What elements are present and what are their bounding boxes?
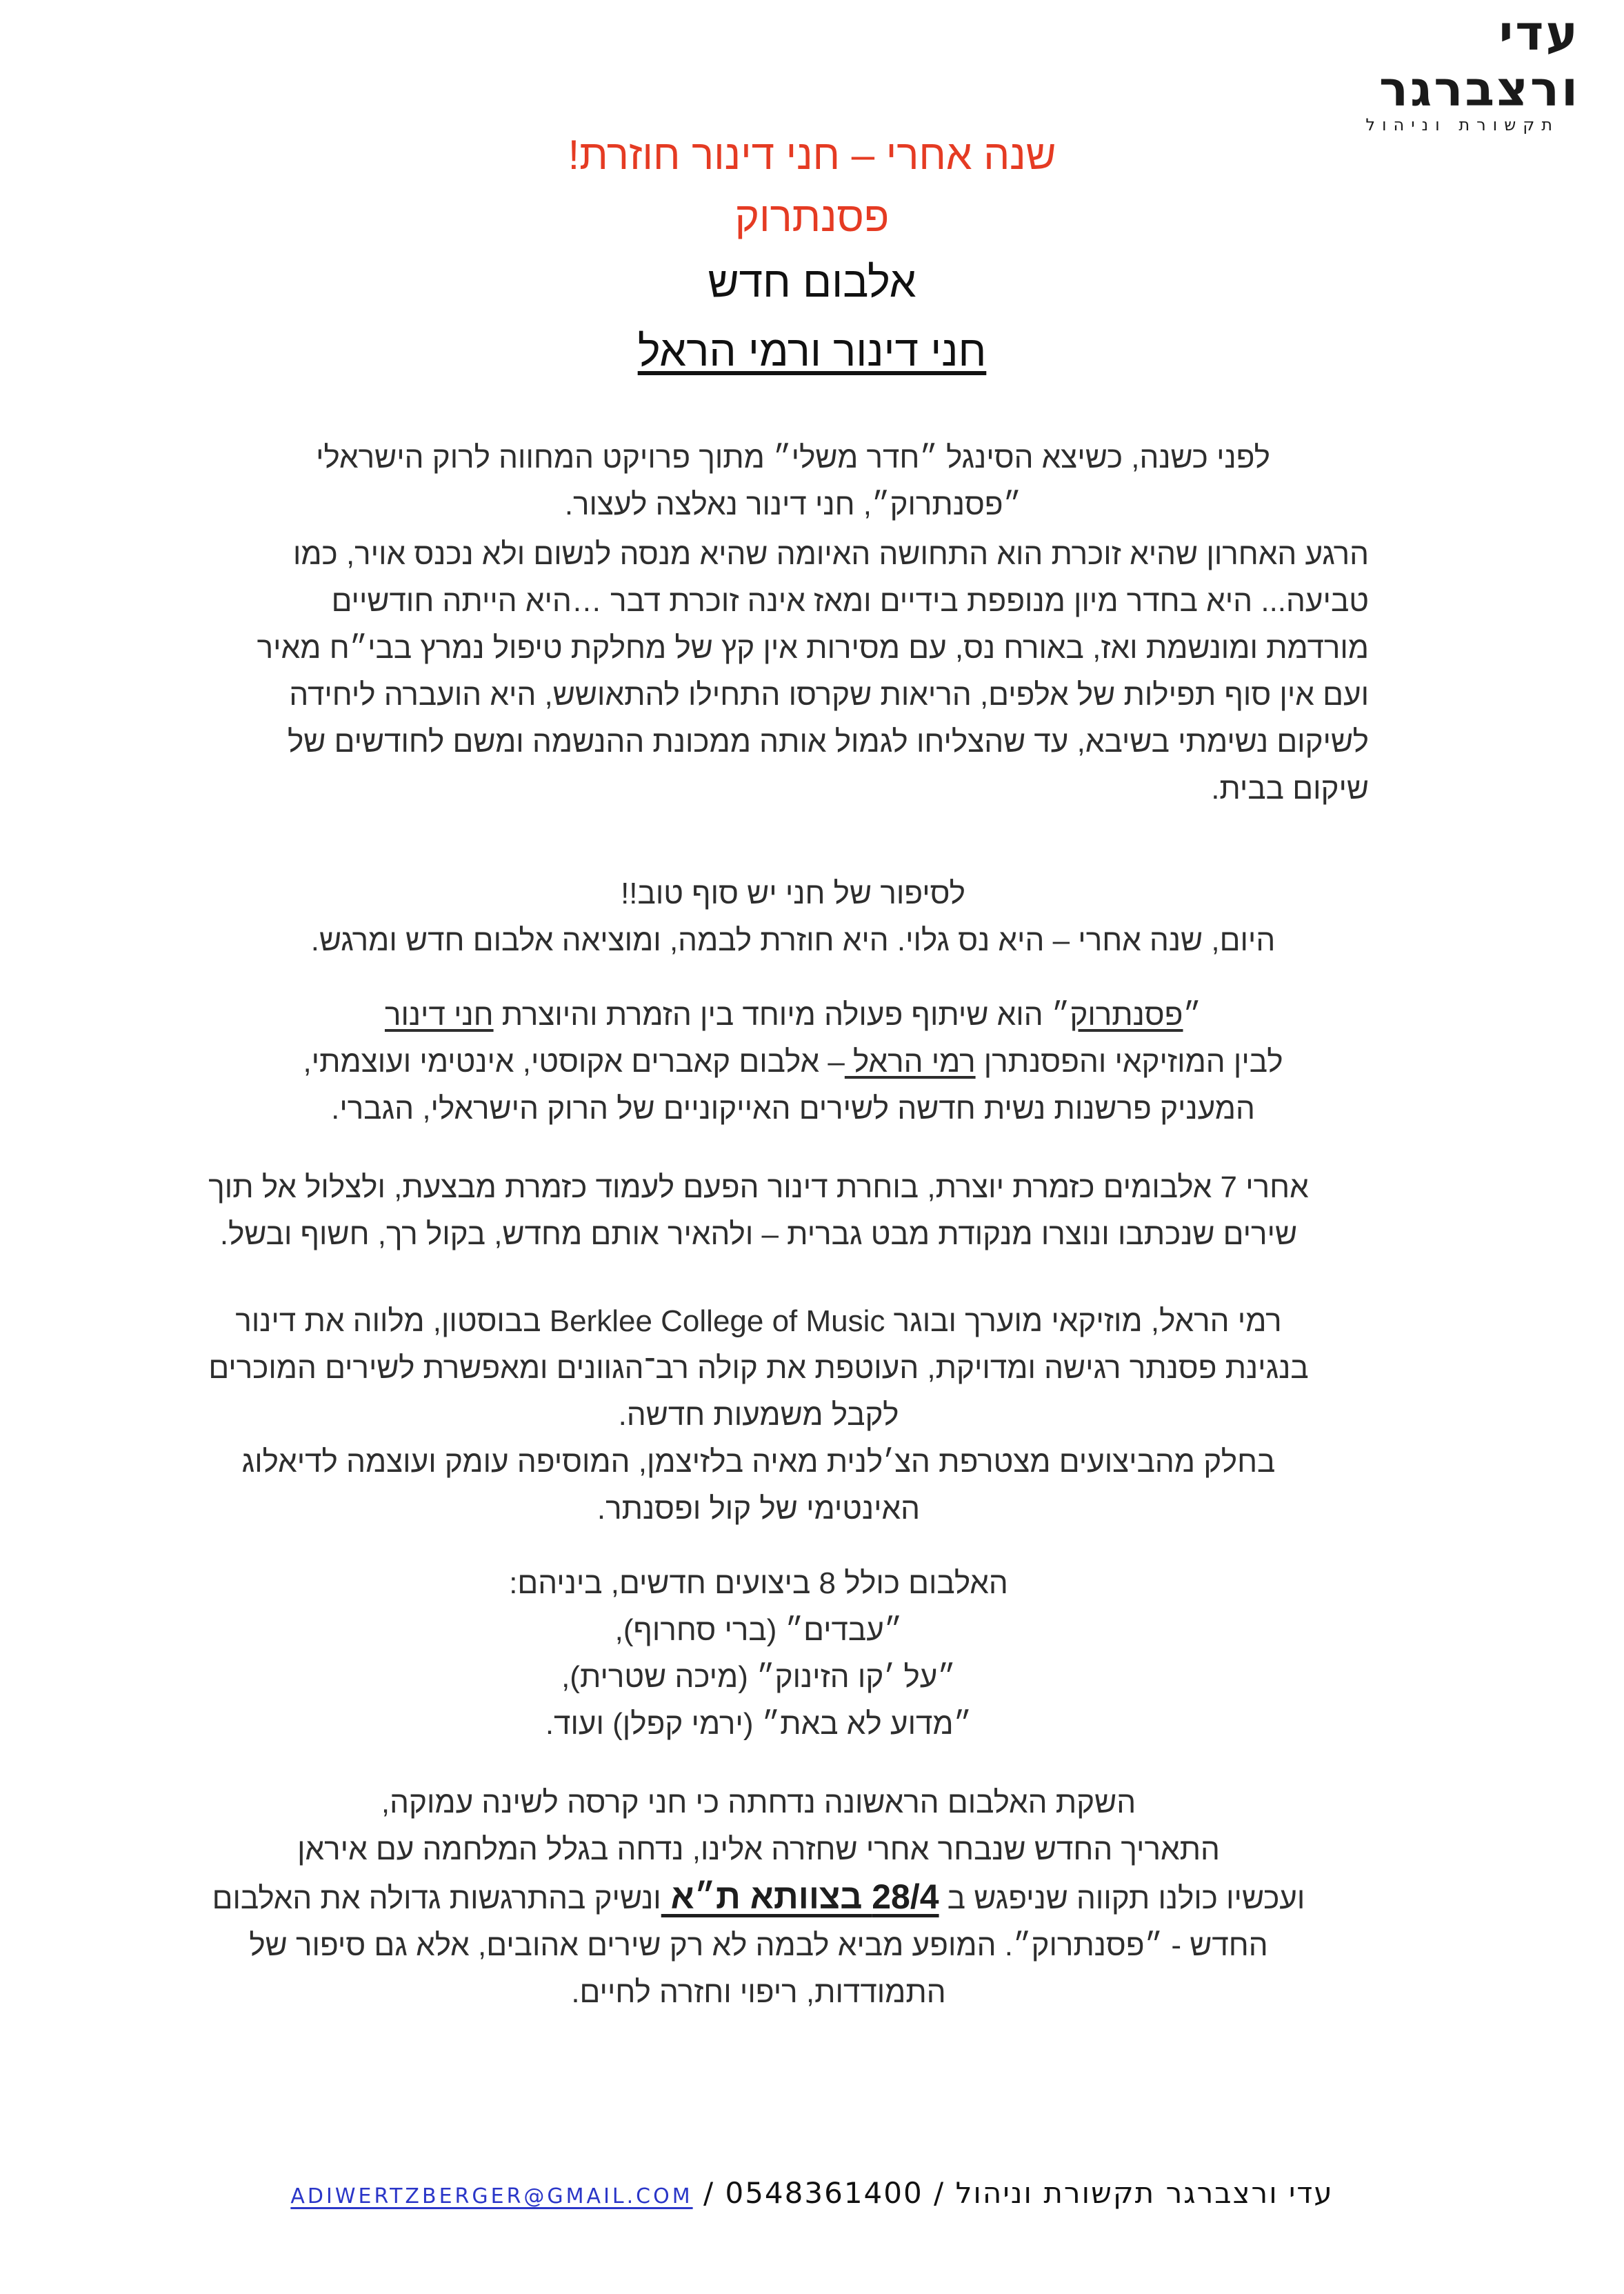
text-line: טביעה... היא בחדר מיון מנופפת בידיים ומאז אינה זוכרת דבר …היא הייתה חודשיים — [331, 584, 1369, 618]
paragraph-rami — [131, 1298, 1386, 1533]
artist-name: רמי הראל — [844, 1045, 976, 1079]
headings — [0, 124, 1624, 386]
paragraph-happy-end — [172, 870, 1414, 964]
footer-company: עדי ורצברגר תקשורת וניהול — [955, 2176, 1334, 2210]
text-line: האלבום כולל 8 ביצועים חדשים, ביניהם: — [509, 1566, 1008, 1600]
text-span: ״ — [1183, 998, 1202, 1032]
text-line: בנגינת פסנתר רגישה ומדויקת, העוטפת את קולה רב־הגוונים ומאפשרת לשירים המוכרים — [208, 1351, 1309, 1385]
paragraph-launch — [138, 1779, 1379, 2016]
text-line — [138, 1873, 1379, 1922]
text-span: ועכשיו כולנו תקווה שניפגש ב — [939, 1882, 1305, 1915]
text-line: לסיפור של חני יש סוף טוב!! — [621, 877, 965, 910]
page-title: שנה אחרי – חני דינור חוזרת! — [568, 132, 1056, 178]
text-line: המעניק פרשנות נשית חדשה לשירים האייקוניים של הרוק הישראלי, הגברי. — [331, 1092, 1255, 1126]
text-line: רמי הראל, מוזיקאי מוערך ובוגר Berklee College of Music בבוסטון, מלווה את דינור — [235, 1304, 1282, 1338]
text-span: ונשיק בהתרגשות גדולה את האלבום — [212, 1882, 661, 1915]
paragraph-collaboration — [172, 992, 1414, 1133]
text-line: החדש - ״פסנתרוק״. המופע מביא לבמה לא רק שירים אהובים, אלא גם סיפור של — [249, 1928, 1268, 1962]
text-line — [172, 1039, 1414, 1086]
track-item: ״מדוע לא באת״ (ירמי קפלן) ועוד. — [545, 1707, 972, 1741]
footer — [0, 2176, 1624, 2210]
text-line: שיקום בבית. — [1211, 772, 1369, 806]
text-line: לקבל משמעות חדשה. — [618, 1398, 899, 1432]
brand-name: עדי ורצברגר — [1379, 5, 1580, 117]
footer-phone[interactable]: 0548361400 — [725, 2176, 923, 2210]
text-line: בחלק מהביצועים מצטרפת הצ׳לנית מאיה בלזיצמן, המוסיפה עומק ועוצמה לדיאלוג — [241, 1445, 1276, 1479]
track-item: ״על ׳קו הזינוק״ (מיכה שטרית), — [561, 1660, 956, 1694]
footer-separator: / — [692, 2176, 725, 2210]
text-line: לשיקום נשימתי בשיבא, עד שהצליחו לגמול אותה ממכונת ההנשמה ומשם לחודשים של — [287, 725, 1369, 759]
text-line: ועם אין סוף תפילות של אלפים, הריאות שקרסו התחילו להתאושש, היא הועברה ליחידה — [289, 678, 1369, 712]
text-line: האינטימי של קול ופסנתר. — [597, 1492, 921, 1526]
paragraph-tracklist — [207, 1560, 1310, 1748]
text-span: – אלבום קאברים אקוסטי, אינטימי ועוצמתי, — [303, 1045, 845, 1079]
text-span: ״ הוא שיתוף פעולה מיוחד בין הזמרת והיוצרת — [493, 998, 1070, 1032]
footer-separator: / — [923, 2176, 956, 2210]
album-heading: אלבום חדש — [708, 259, 916, 306]
footer-email-link[interactable]: ADIWERTZBERGER@GMAIL.COM — [290, 2184, 693, 2208]
text-line: שירים שנכתבו ונוצרו מנקודת מבט גברית – ולהאיר אותם מחדש, בקול רך, חשוף ובשל. — [219, 1217, 1298, 1251]
brand-tagline: תקשורת וניהול — [1365, 115, 1559, 134]
text-line: לפני כשנה, כשיצא הסינגל ״חדר משלי״ מתוך פרויקט המחווה לרוק הישראלי — [316, 441, 1270, 475]
artists-heading: חני דינור ורמי הראל — [637, 328, 987, 375]
event-date: 28/4 בצוותא ת״א — [661, 1877, 939, 1916]
artist-name: חני דינור — [384, 998, 494, 1032]
paragraph-intro — [207, 435, 1379, 528]
paragraph-albums — [138, 1164, 1379, 1258]
text-line: התמודדות, ריפוי וחזרה לחיים. — [571, 1975, 946, 2009]
track-item: ״עבדים״ (ברי סחרוף), — [614, 1613, 903, 1647]
text-line: אחרי 7 אלבומים כזמרת יוצרת, בוחרת דינור הפעם לעמוד כזמרת מבצעת, ולצלול אל תוך — [208, 1170, 1309, 1204]
text-line: השקת האלבום הראשונה נדחתה כי חני קרסה לשינה עמוקה, — [381, 1786, 1136, 1819]
paragraph-story — [141, 531, 1369, 812]
text-line: מורדמת ומונשמת ואז, באורח נס, עם מסירות אין קץ של מחלקת טיפול נמרץ בבי״ח מאיר — [257, 631, 1369, 665]
text-line: הרגע האחרון שהיא זוכרת הוא התחושה האיומה שהיא מנסה לנשום ולא נכנס אויר, כמו — [292, 537, 1369, 571]
project-name: פסנתרוק — [734, 194, 890, 240]
text-line — [172, 992, 1414, 1039]
brand-logo — [1290, 6, 1580, 134]
text-line: התאריך החדש שנבחר אחרי שחזרה אלינו, נדחה בגלל המלחמה עם איראן — [297, 1833, 1220, 1866]
text-span: לבין המוזיקאי והפסנתרן — [975, 1045, 1283, 1079]
project-link: פסנתרוק — [1070, 998, 1183, 1032]
text-line: היום, שנה אחרי – היא נס גלוי. היא חוזרת לבמה, ומוציאה אלבום חדש ומרגש. — [310, 924, 1276, 957]
text-line: ״פסנתרוק״, חני דינור נאלצה לעצור. — [564, 488, 1022, 521]
